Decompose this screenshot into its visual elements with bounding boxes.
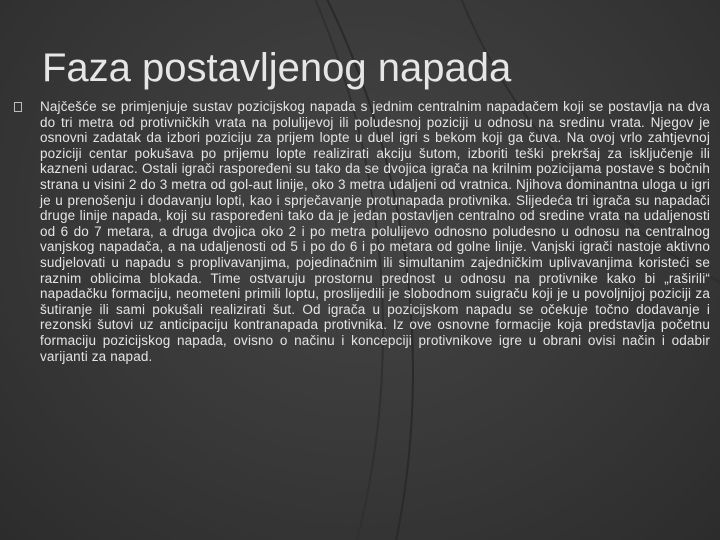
bullet-text: Najčešće se primjenjuje sustav pozicijskog napada s jednim centralnim napadačem koji se postavlja na dva do tri metra od protivničkih vrata na polulijevoj ili poludesnoj poziciji u odnosu na sredinu vrata. Njegov je osnovni zadatak da izbori poziciju za prijem lopte u duel igri s bekom koji ga čuva. Na ovoj vrlo zahtjevnoj poziciji centar pokušava po prijemu lopte realizirati akciju šutom, izboriti teški prekršaj za isključenje ili kazneni udarac. Ostali igrači raspoređeni su tako da se dvojica igrača na krilnim pozicijama postave s bočnih strana u visini 2 do 3 metra od gol-aut linije, oko 3 metra udaljeni od vratnica. Njihova dominantna uloga u igri je u prenošenju i dodavanju lopti, kao i sprječavanje protunapada protivnika. Slijedeća tri igrača su napadači druge linije napada, koji su raspoređeni tako da je jedan postavljen centralno od sredine vrata na udaljenosti od 6 do 7 metara, a druga dvojica oko 2 i po metra polulijevo odnosno poludesno u odnosu na centralnog vanjskog napadača, a na udaljenosti od 5 i po do 6 i po metara od golne linije. Vanjski igrači nastoje aktivno sudjelovati u napadu s proplivavanjima, pojedinačnim ili simultanim zajedničkim uplivavanjima koristeći se raznim oblicima blokada. Time ostvaruju prostornu prednost u odnosu na protivnike kako bi „raširili“ napadačku formaciju, neometeni primili loptu, proslijedili je slobodnom suigraču koji je u povoljnijoj poziciji za šutiranje ili sami pokušali realizirati šut. Od igrača u pozicijskom napadu se očekuje točno dodavanje i rezonski šutovi uz anticipaciju kontranapada protivnika. Iz ove osnovne formacije koja predstavlja početnu formaciju pozicijskog napada, ovisno o načinu i koncepciji protivnikove igre u obrani ovisi način i odabir varijanti za napad. [40, 99, 710, 364]
square-bullet-icon [14, 102, 22, 112]
slide-title: Faza postavljenog napada [42, 46, 512, 90]
